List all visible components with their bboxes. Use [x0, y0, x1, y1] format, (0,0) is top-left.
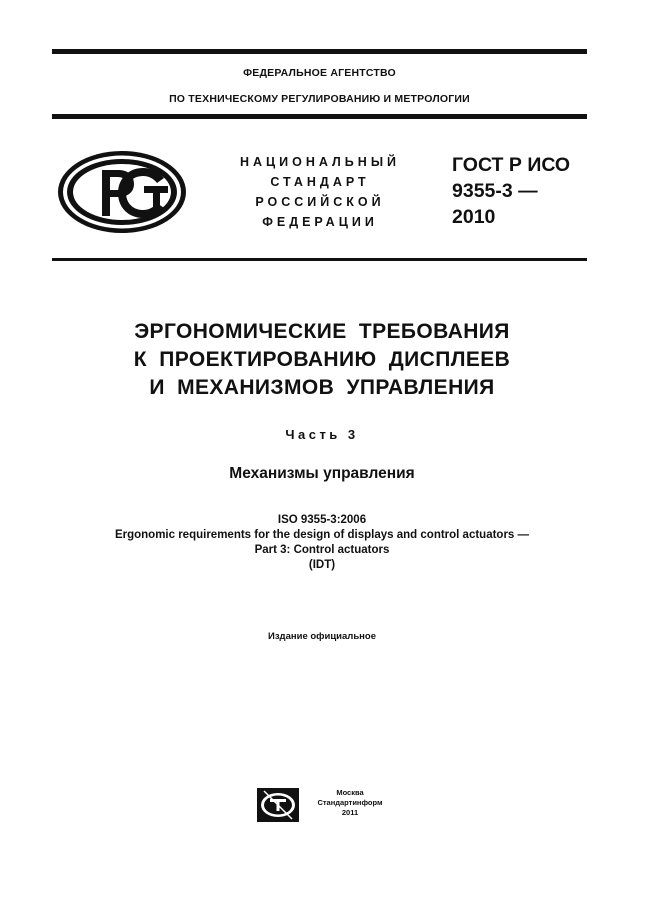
document-title: [52, 318, 592, 402]
publisher-info: [310, 788, 390, 818]
designation-line-1: ГОСТ Р ИСО: [452, 154, 571, 176]
publisher-city: Москва: [336, 788, 364, 797]
designation-line-3: 2010: [452, 206, 496, 228]
iso-number: ISO 9355-3:2006: [277, 514, 367, 526]
standard-designation: [452, 152, 570, 230]
edition-label: Издание официальное: [268, 631, 376, 642]
iso-reference: [32, 513, 612, 573]
title-line-1: ЭРГОНОМИЧЕСКИЕ ТРЕБОВАНИЯ: [134, 320, 510, 343]
top-rule: [52, 49, 587, 54]
rst-certification-mark-icon: [52, 148, 192, 238]
publisher-year: 2011: [341, 808, 359, 817]
iso-english-title: Ergonomic requirements for the design of displays and control actuators —: [114, 529, 530, 541]
designation-line-2: 9355-3 —: [452, 180, 538, 202]
designation-rule: [52, 258, 587, 261]
header-rule: [52, 114, 587, 119]
publisher-name: Стандартинформ: [317, 798, 383, 807]
standard-line-4: ФЕДЕРАЦИИ: [262, 215, 378, 229]
iso-english-part: Part 3: Control actuators: [254, 544, 390, 556]
part-title: Механизмы управления: [229, 465, 415, 482]
title-line-2: К ПРОЕКТИРОВАНИЮ ДИСПЛЕЕВ: [133, 348, 511, 371]
title-line-3: И МЕХАНИЗМОВ УПРАВЛЕНИЯ: [149, 376, 495, 399]
agency-line-1: ФЕДЕРАЛЬНОЕ АГЕНТСТВО: [243, 67, 396, 79]
standard-line-3: РОССИЙСКОЙ: [255, 195, 385, 209]
part-label: Часть 3: [285, 427, 359, 442]
standard-line-2: СТАНДАРТ: [270, 175, 370, 189]
standard-line-1: НАЦИОНАЛЬНЫЙ: [239, 155, 401, 169]
agency-line-2: ПО ТЕХНИЧЕСКОМУ РЕГУЛИРОВАНИЮ И МЕТРОЛОГИИ: [169, 93, 470, 105]
national-standard-label: [200, 152, 440, 232]
standartinform-logo-icon: [256, 787, 300, 823]
iso-idt: (IDT): [308, 559, 336, 571]
